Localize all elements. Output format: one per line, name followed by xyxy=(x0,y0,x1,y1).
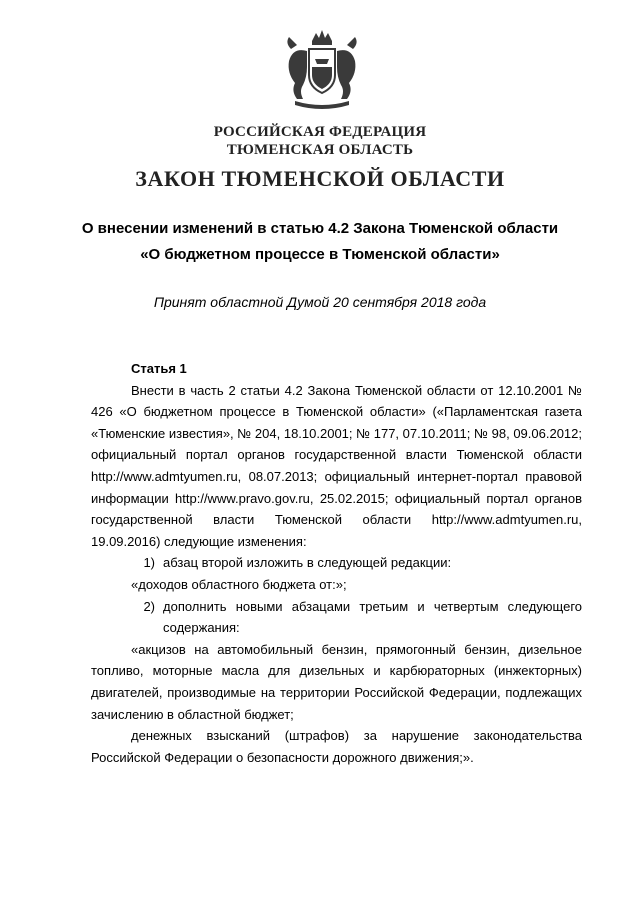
list-item-number: 1) xyxy=(143,555,155,571)
region-heading: ТЮМЕНСКАЯ ОБЛАСТЬ xyxy=(226,142,414,158)
federation-heading: РОССИЙСКАЯ ФЕДЕРАЦИЯ xyxy=(213,124,427,140)
list-item-text: дополнить новыми абзацами третьим и четвертым следующего содержания: xyxy=(163,598,582,636)
coat-of-arms-icon xyxy=(279,27,365,109)
article-intro-paragraph: Внести в часть 2 статьи 4.2 Закона Тюменской области от 12.10.2001 № 426 «О бюджетном процессе в Тюменской области» («Парламентская газета «Тюменские известия», № 204, 18.10.2001; № 177, 07.10.2011; № 98, 09.06.2012; официальный портал органов государственной власти Тюменской области http://www.admtyumen.ru, 08.07.2013; официальный интернет-портал правовой информации http://www.pravo.gov.ru, 25.02.2015; официальный портал органов государственной власти Тюменской области http://www.admtyumen.ru, 19.09.2016) следующие изменения: xyxy=(91,382,582,549)
document-title-line2: «О бюджетном процессе в Тюменской области» xyxy=(140,246,500,263)
list-item xyxy=(91,552,582,574)
law-heading: ЗАКОН ТЮМЕНСКОЙ ОБЛАСТИ xyxy=(135,166,505,191)
list-item-number: 2) xyxy=(143,598,155,614)
list-item xyxy=(91,596,582,639)
article-heading: Статья 1 xyxy=(131,361,187,376)
document-body xyxy=(91,358,582,768)
list-item-text: абзац второй изложить в следующей редакции: xyxy=(163,555,452,571)
quoted-paragraph: «акцизов на автомобильный бензин, прямогонный бензин, дизельное топливо, моторные масла для дизельных и карбюраторных (инжекторных) двигателей, производимые на территории Российской Федерации, подлежащих зачислению в областной бюджет; xyxy=(91,641,582,722)
document-title-line1: О внесении изменений в статью 4.2 Закона Тюменской области xyxy=(81,220,559,237)
quoted-text: «доходов областного бюджета от:»; xyxy=(131,576,347,592)
adoption-note: Принят областной Думой 20 сентября 2018 года xyxy=(153,294,487,310)
quoted-paragraph: денежных взысканий (штрафов) за нарушение законодательства Российской Федерации о безопасности дорожного движения;». xyxy=(91,728,582,765)
